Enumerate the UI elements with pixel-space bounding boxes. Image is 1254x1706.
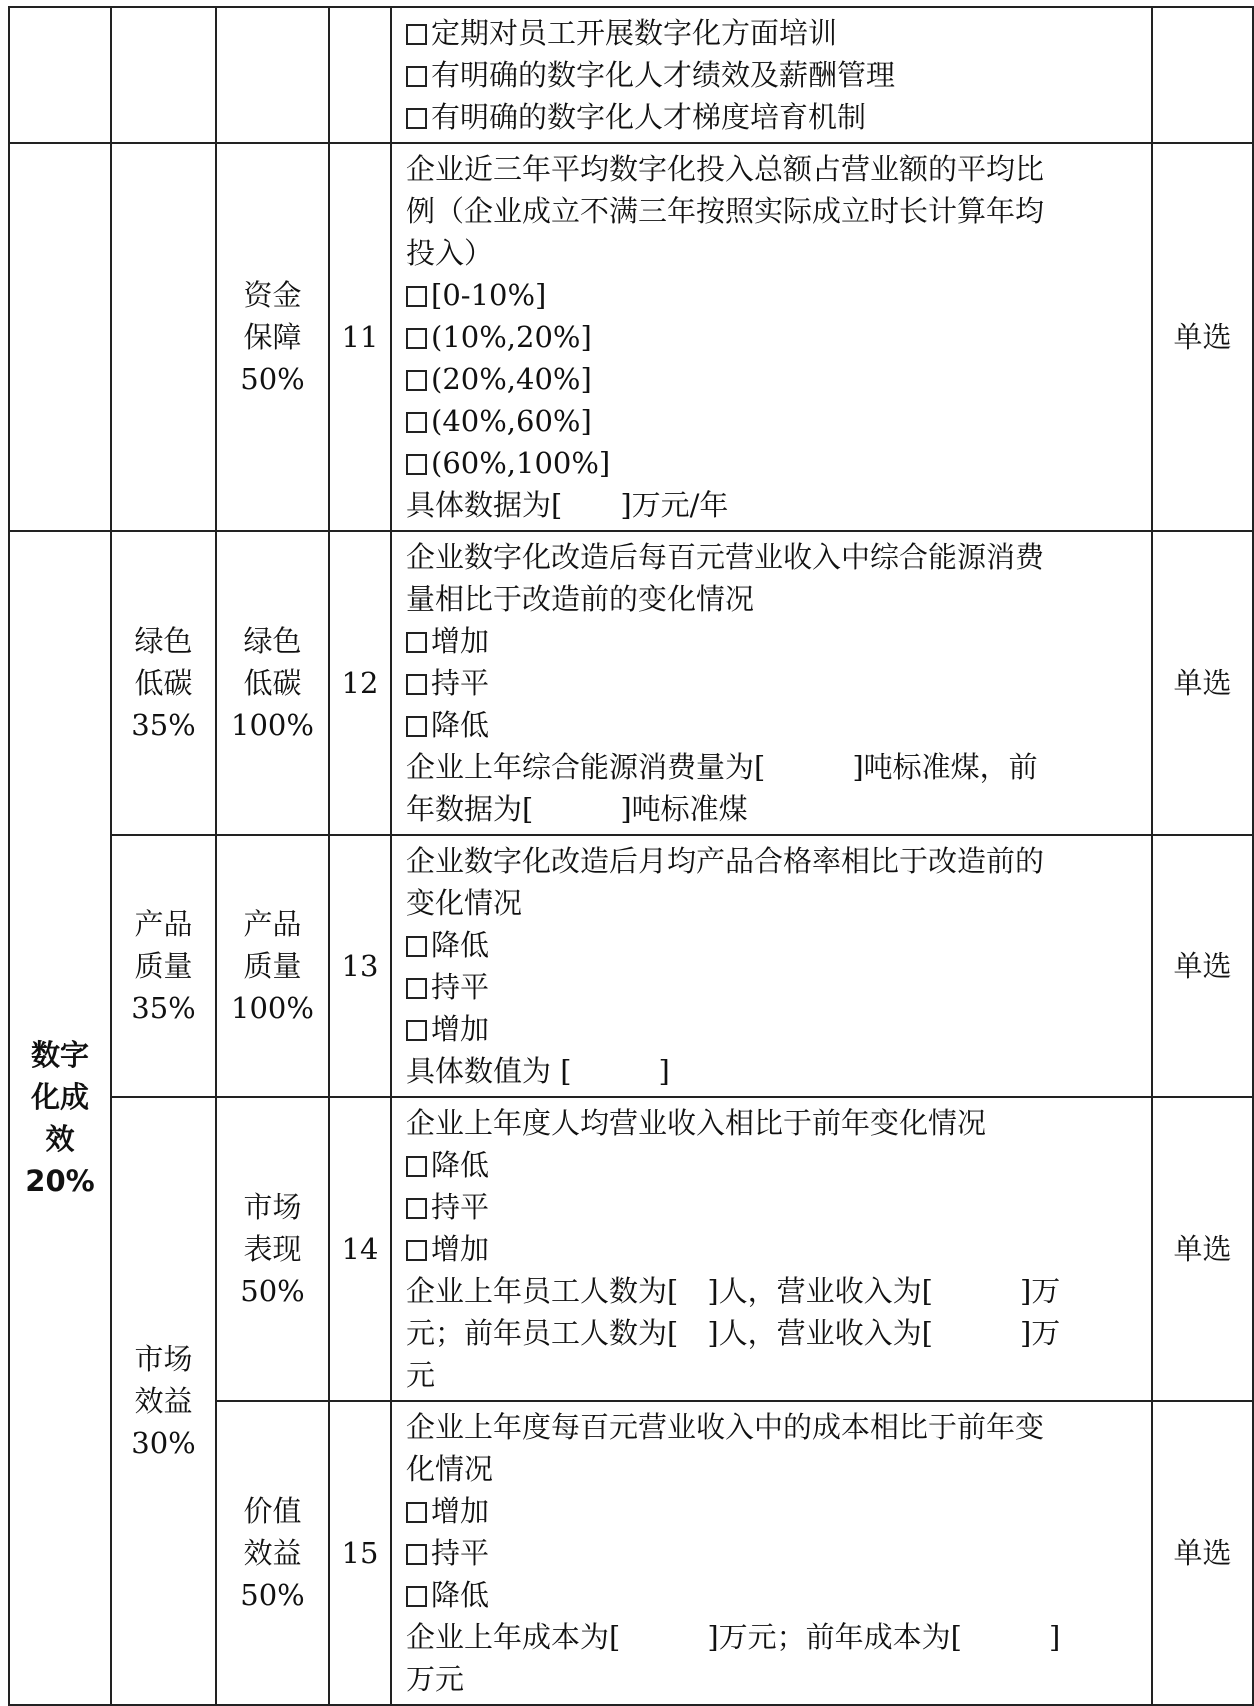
number-cell-funding: 11 — [329, 143, 391, 531]
checkbox-icon[interactable] — [406, 1586, 427, 1607]
fill-in-line[interactable]: 企业上年员工人数为[ ]人，营业收入为[ ]万 — [406, 1274, 1061, 1308]
option-item[interactable]: 降低 — [406, 704, 1143, 746]
table-row-green — [9, 531, 1253, 835]
type-cell-quality: 单选 — [1152, 835, 1253, 1097]
fill-in-line[interactable]: 具体数据为[ ]万元/年 — [406, 488, 729, 522]
fill-in-line[interactable]: 元；前年员工人数为[ ]人，营业收入为[ ]万 — [406, 1316, 1061, 1350]
checkbox-icon[interactable] — [406, 24, 427, 45]
option-item[interactable]: (60%,100%] — [406, 442, 1143, 484]
sub-dimension-cell-prev — [111, 7, 216, 143]
checkbox-icon[interactable] — [406, 936, 427, 957]
question-cell-value: 企业上年度每百元营业收入中的成本相比于前年变 化情况 增加 持平 降低 企业上年成本为[ ]万元；前年成本为[ ] 万元 — [391, 1401, 1152, 1705]
sub-dimension-cell-prev-2 — [111, 143, 216, 531]
checkbox-icon[interactable] — [406, 454, 427, 475]
checkbox-icon[interactable] — [406, 632, 427, 653]
question-cell-green: 企业数字化改造后每百元营业收入中综合能源消费 量相比于改造前的变化情况 增加 持平 降低 企业上年综合能源消费量为[ ]吨标准煤，前 年数据为[ ]吨标准煤 — [391, 531, 1152, 835]
indicator-cell-market: 市场 表现 50% — [216, 1097, 329, 1401]
fill-in-line[interactable]: 万元 — [406, 1662, 465, 1696]
option-item[interactable]: 定期对员工开展数字化方面培训 — [406, 12, 1143, 54]
option-item[interactable]: 降低 — [406, 1574, 1143, 1616]
checkbox-icon[interactable] — [406, 1020, 427, 1041]
fill-in-line[interactable]: 企业上年成本为[ ]万元；前年成本为[ ] — [406, 1620, 1061, 1654]
dimension-cell-prev-2 — [9, 143, 111, 531]
number-cell-market: 14 — [329, 1097, 391, 1401]
question-cell-quality: 企业数字化改造后月均产品合格率相比于改造前的 变化情况 降低 持平 增加 具体数值为 [ ] — [391, 835, 1152, 1097]
checkbox-icon[interactable] — [406, 1198, 427, 1219]
option-item[interactable]: 有明确的数字化人才绩效及薪酬管理 — [406, 54, 1143, 96]
type-cell-funding: 单选 — [1152, 143, 1253, 531]
checkbox-icon[interactable] — [406, 328, 427, 349]
option-item[interactable]: 持平 — [406, 1532, 1143, 1574]
option-item[interactable]: (40%,60%] — [406, 400, 1143, 442]
option-item[interactable]: 持平 — [406, 1186, 1143, 1228]
type-cell-market: 单选 — [1152, 1097, 1253, 1401]
indicator-cell-talent — [216, 7, 329, 143]
option-item[interactable]: 增加 — [406, 620, 1143, 662]
option-item[interactable]: 持平 — [406, 662, 1143, 704]
option-item[interactable]: 有明确的数字化人才梯度培育机制 — [406, 96, 1143, 138]
type-cell-value: 单选 — [1152, 1401, 1253, 1705]
option-item[interactable]: 增加 — [406, 1490, 1143, 1532]
number-cell-green: 12 — [329, 531, 391, 835]
option-item[interactable]: (10%,20%] — [406, 316, 1143, 358]
fill-in-line[interactable]: 元 — [406, 1358, 436, 1392]
question-cell-market: 企业上年度人均营业收入相比于前年变化情况 降低 持平 增加 企业上年员工人数为[ ]人，营业收入为[ ]万 元；前年员工人数为[ ]人，营业收入为[ ]万 元 — [391, 1097, 1152, 1401]
fill-in-line[interactable]: 企业上年综合能源消费量为[ ]吨标准煤，前 — [406, 750, 1038, 784]
dimension-cell: 数字 化成 效 20% — [9, 531, 111, 1705]
checkbox-icon[interactable] — [406, 370, 427, 391]
survey-table — [8, 6, 1254, 1706]
table-row-quality — [9, 835, 1253, 1097]
checkbox-icon[interactable] — [406, 978, 427, 999]
checkbox-icon[interactable] — [406, 1544, 427, 1565]
checkbox-icon[interactable] — [406, 1156, 427, 1177]
table-row-funding — [9, 143, 1253, 531]
sub-dimension-cell-quality: 产品 质量 35% — [111, 835, 216, 1097]
checkbox-icon[interactable] — [406, 412, 427, 433]
checkbox-icon[interactable] — [406, 286, 427, 307]
fill-in-line[interactable]: 年数据为[ ]吨标准煤 — [406, 792, 748, 826]
option-item[interactable]: 持平 — [406, 966, 1143, 1008]
number-cell-quality: 13 — [329, 835, 391, 1097]
option-item[interactable]: (20%,40%] — [406, 358, 1143, 400]
type-cell-talent — [1152, 7, 1253, 143]
checkbox-icon[interactable] — [406, 716, 427, 737]
indicator-cell-value: 价值 效益 50% — [216, 1401, 329, 1705]
indicator-cell-quality: 产品 质量 100% — [216, 835, 329, 1097]
indicator-cell-green: 绿色 低碳 100% — [216, 531, 329, 835]
dimension-cell-prev — [9, 7, 111, 143]
checkbox-icon[interactable] — [406, 66, 427, 87]
number-cell-value: 15 — [329, 1401, 391, 1705]
option-item[interactable]: [0-10%] — [406, 274, 1143, 316]
question-cell-talent — [391, 7, 1152, 143]
option-item[interactable]: 增加 — [406, 1008, 1143, 1050]
checkbox-icon[interactable] — [406, 1240, 427, 1261]
number-cell-talent — [329, 7, 391, 143]
indicator-cell-funding: 资金 保障 50% — [216, 143, 329, 531]
sub-dimension-cell-market: 市场 效益 30% — [111, 1097, 216, 1705]
table-row-market — [9, 1097, 1253, 1401]
table-row-talent — [9, 7, 1253, 143]
option-item[interactable]: 降低 — [406, 1144, 1143, 1186]
question-cell-funding: 企业近三年平均数字化投入总额占营业额的平均比 例（企业成立不满三年按照实际成立时长计算年均 投入） [0-10%] (10%,20%] (20%,40%] (40%,60%] (60%,100%] 具体数据为[ ]万元/年 — [391, 143, 1152, 531]
type-cell-green: 单选 — [1152, 531, 1253, 835]
checkbox-icon[interactable] — [406, 108, 427, 129]
sub-dimension-cell-green: 绿色 低碳 35% — [111, 531, 216, 835]
option-item[interactable]: 降低 — [406, 924, 1143, 966]
checkbox-icon[interactable] — [406, 1502, 427, 1523]
fill-in-line[interactable]: 具体数值为 [ ] — [406, 1054, 670, 1088]
checkbox-icon[interactable] — [406, 674, 427, 695]
option-item[interactable]: 增加 — [406, 1228, 1143, 1270]
